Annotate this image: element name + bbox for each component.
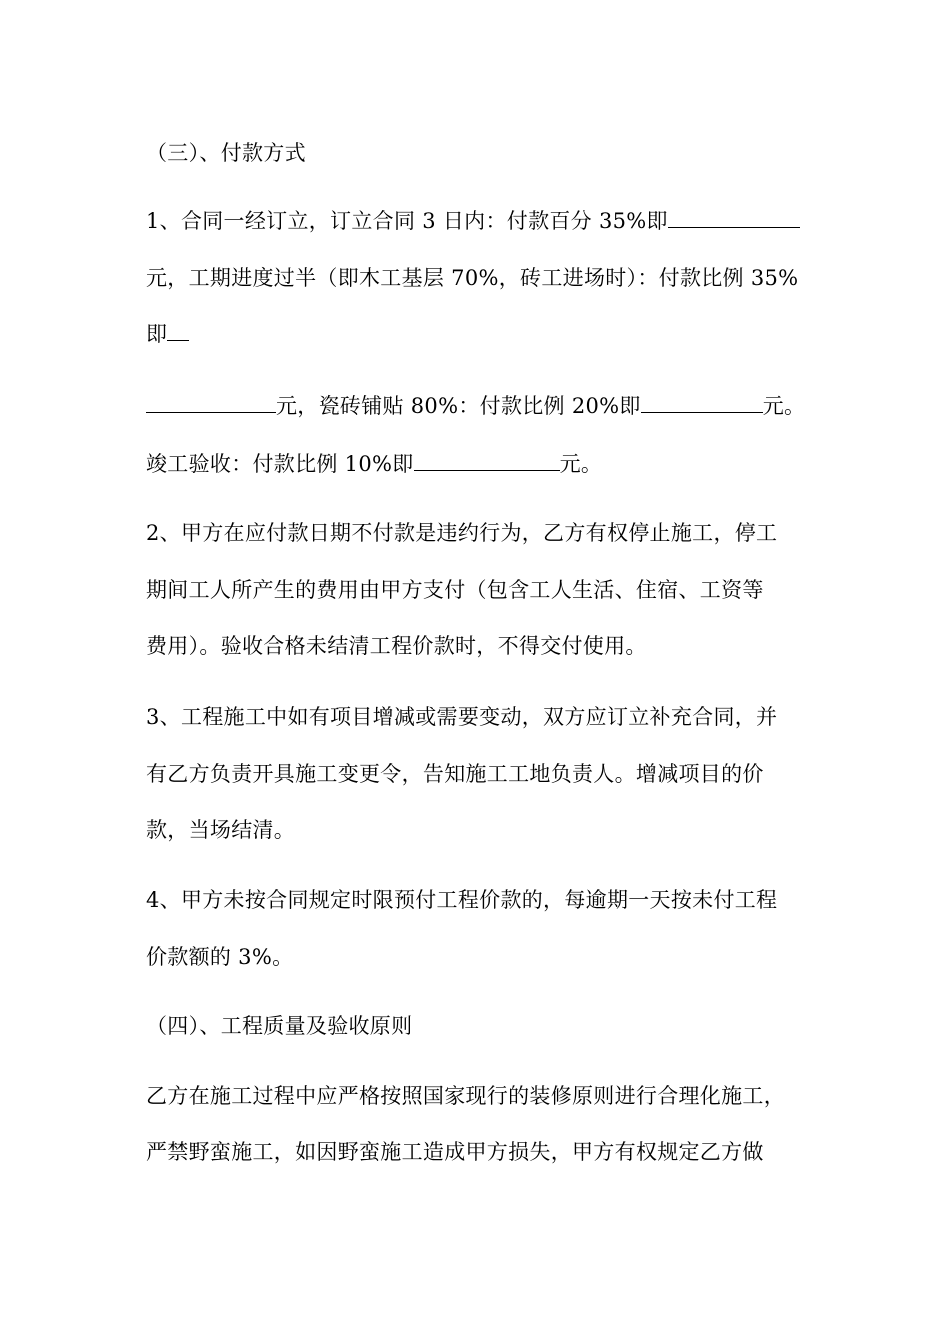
clause-1-line-2: 元，工期进度过半（即木工基层 70%，砖工进场时）：付款比例 35%	[146, 266, 799, 290]
quality-para-line-1: 乙方在施工过程中应严格按照国家现行的装修原则进行合理化施工，	[146, 1084, 785, 1108]
amount-blank-4	[414, 450, 560, 471]
section-heading-payment: （三）、付款方式	[146, 141, 306, 165]
clause-1-line-5	[146, 450, 602, 478]
clause-1-line-3-text: 即	[146, 322, 168, 346]
amount-blank-2b	[146, 392, 276, 413]
clause-3-line-2: 有乙方负责开具施工变更令，告知施工工地负责人。增减项目的价	[146, 762, 764, 786]
clause-1-line-3	[146, 320, 189, 348]
clause-4-line-2: 价款额的 3%。	[146, 945, 294, 969]
amount-blank-1	[668, 207, 800, 228]
clause-1-line-4-text-a: 元，瓷砖铺贴 80%：付款比例 20%即	[276, 394, 641, 418]
clause-1-line-1-text: 1、合同一经订立，订立合同 3 日内：付款百分 35%即	[146, 209, 668, 233]
clause-4-line-1: 4、甲方未按合同规定时限预付工程价款的，每逾期一天按未付工程	[146, 888, 778, 912]
clause-2-line-1: 2、甲方在应付款日期不付款是违约行为，乙方有权停止施工，停工	[146, 521, 778, 545]
clause-1-line-5-text-b: 元。	[559, 452, 603, 476]
clause-2-line-3: 费用）。验收合格未结清工程价款时，不得交付使用。	[146, 634, 647, 658]
quality-para-line-2: 严禁野蛮施工，如因野蛮施工造成甲方损失，甲方有权规定乙方做	[146, 1140, 764, 1164]
amount-blank-2a	[167, 320, 189, 341]
clause-3-line-3: 款，当场结清。	[146, 818, 296, 842]
clause-1-line-4-text-b: 元。	[762, 394, 806, 418]
clause-1-line-5-text-a: 竣工验收：付款比例 10%即	[146, 452, 414, 476]
amount-blank-3	[641, 392, 763, 413]
clause-1-line-4	[146, 392, 805, 420]
section-heading-quality: （四）、工程质量及验收原则	[146, 1014, 413, 1038]
clause-1-line-1	[146, 207, 800, 235]
clause-2-line-2: 期间工人所产生的费用由甲方支付（包含工人生活、住宿、工资等	[146, 578, 764, 602]
clause-3-line-1: 3、工程施工中如有项目增减或需要变动，双方应订立补充合同，并	[146, 705, 778, 729]
